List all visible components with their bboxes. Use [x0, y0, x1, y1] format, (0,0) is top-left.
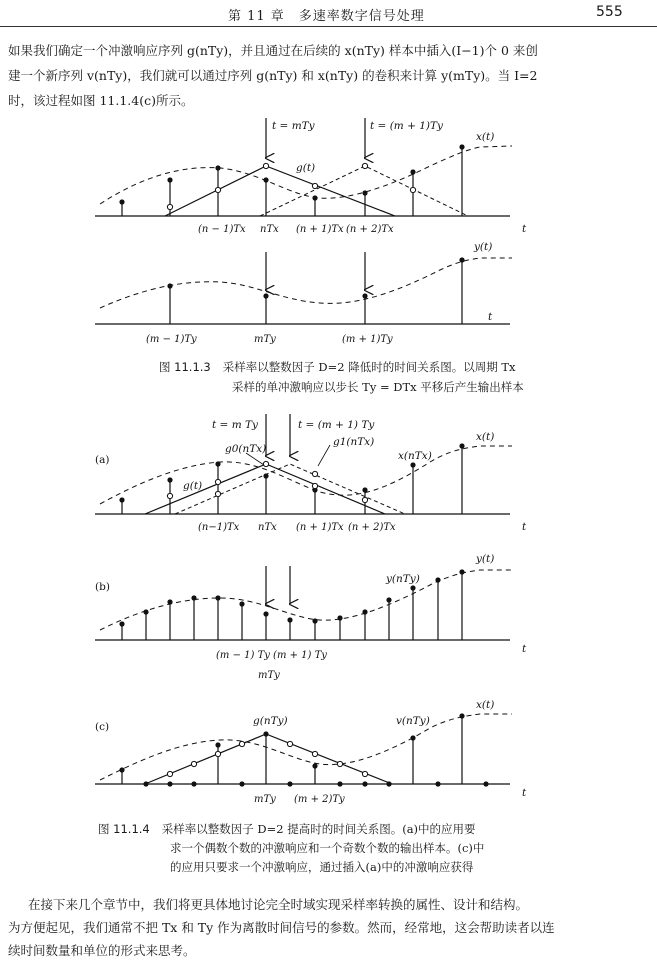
- fig4a-xn: x(nTx): [398, 450, 432, 462]
- fig4c-panel: (c): [95, 721, 110, 733]
- fig3-arrow2-label: t = (m + 1)Ty: [370, 120, 443, 132]
- fig4b-dot: [143, 609, 148, 614]
- fig3-stems: [122, 147, 462, 216]
- fig3-caption-text-1: 采样率以整数因子 D=2 降低时的时间关系图。以周期 Tx: [222, 360, 516, 374]
- outro-line-2: 为方便起见，我们通常不把 Tx 和 Ty 作为离散时间信号的参数。然而，经常地，这会帮助读者以连: [8, 920, 555, 935]
- fig3-tick-1: (n − 1)Tx: [198, 224, 246, 235]
- fig4b-dot: [312, 618, 317, 623]
- fig3-caption-1: [159, 358, 516, 377]
- fig4a-arrow1: t = m Ty: [212, 419, 258, 431]
- fig4-caption-3: 的应用只要求一个冲激响应，通过插入(a)中的冲激响应获得: [170, 860, 474, 874]
- fig4a-tick-1: (n−1)Tx: [198, 522, 240, 533]
- fig3-top-plot: [95, 118, 527, 235]
- fig4b-dot: [337, 615, 342, 620]
- fig3-t2-label: t: [488, 311, 493, 323]
- fig4c-plot: [95, 699, 527, 805]
- fig4b-dot: [410, 585, 415, 590]
- fig3-y-curve: [100, 258, 512, 308]
- fig4c-g: g(nTy): [253, 715, 288, 727]
- fig4-caption-text-1: 采样率以整数因子 D=2 提高时的时间关系图。(a)中的应用要: [161, 822, 476, 836]
- fig3-g-label: g(t): [296, 162, 316, 174]
- fig3-bottom-plot: [95, 241, 512, 345]
- fig4b-dot: [167, 599, 172, 604]
- fig3-open-dots: [167, 163, 415, 209]
- fig4b-dot: [215, 595, 220, 600]
- fig4c-t: t: [522, 787, 527, 799]
- fig3b-tick-1: (m − 1)Ty: [146, 334, 197, 345]
- fig4b-dot: [435, 577, 440, 582]
- fig4a-tick-2: nTx: [258, 522, 277, 533]
- fig4c-x: x(t): [476, 699, 495, 711]
- fig4b-dot: [119, 621, 124, 626]
- fig4-caption-number: 图 11.1.4: [98, 822, 150, 836]
- fig4-caption-1: [98, 820, 476, 839]
- fig4c-v: v(nTy): [396, 715, 430, 727]
- fig3-x-label: x(t): [476, 131, 495, 143]
- intro-line-3: 时，该过程如图 11.1.4(c)所示。: [8, 93, 194, 108]
- fig4a-tick-3: (n + 1)Tx: [296, 522, 344, 533]
- fig4a-g1: g1(nTx): [333, 436, 375, 448]
- outro-line-3: 续时间数量和单位的形式来思考。: [8, 943, 196, 958]
- fig3-arrow1-label: t = mTy: [272, 120, 315, 132]
- fig4a-tick-4: (n + 2)Tx: [348, 522, 396, 533]
- intro-line-1: 如果我们确定一个冲激响应序列 g(nTy)，并且通过在后续的 x(nTy) 样本中插入(I−1)个 0 来创: [8, 43, 538, 58]
- fig4b-dot: [362, 609, 367, 614]
- fig4a-g0: g0(nTx): [225, 443, 267, 455]
- page-number: 555: [596, 4, 623, 20]
- fig4-caption-2: 求一个偶数个数的冲激响应和一个奇数个数的输出样本。(c)中: [170, 841, 485, 855]
- fig4c-tick-1: mTy: [254, 794, 276, 805]
- fig3-x-curve: [100, 146, 512, 204]
- fig3b-tick-3: (m + 1)Ty: [342, 334, 393, 345]
- fig4a-panel: (a): [95, 454, 110, 466]
- fig4b-t: t: [522, 643, 527, 655]
- fig4b-dot: [459, 569, 464, 574]
- fig4b-dot: [239, 601, 244, 606]
- fig4a-g: g(t): [183, 480, 203, 492]
- fig4a-arrow2: t = (m + 1) Ty: [298, 419, 375, 431]
- fig4b-ticks: (m − 1) Ty (m + 1) Ty: [216, 650, 327, 661]
- fig4b-yt: y(t): [476, 553, 495, 565]
- intro-line-2: 建一个新序列 v(nTy)，我们就可以通过序列 g(nTy) 和 x(nTy) 的卷积来计算 y(mTy)。当 I=2: [8, 68, 538, 83]
- fig3-tick-2: nTx: [260, 224, 279, 235]
- fig3-g-curve: [165, 166, 395, 216]
- fig3-t-label: t: [522, 223, 527, 235]
- fig4b-dot: [287, 617, 292, 622]
- fig4c-tick-2: (m + 2)Ty: [294, 794, 345, 805]
- fig3-y-label: y(t): [474, 241, 493, 253]
- fig4a-plot: [95, 414, 527, 533]
- fig4b-plot: [95, 553, 527, 681]
- fig4b-panel: (b): [95, 581, 110, 593]
- fig4b-dot: [191, 595, 196, 600]
- fig3-tick-4: (n + 2)Tx: [346, 224, 394, 235]
- fig3b-tick-2: mTy: [254, 334, 276, 345]
- fig3-caption-number: 图 11.1.3: [159, 360, 211, 374]
- fig4b-dot: [386, 597, 391, 602]
- fig3-caption-2: 采样的单冲激响应以步长 Ty = DTx 平移后产生输出样本: [232, 380, 524, 394]
- outro-line-1: 在接下来几个章节中，我们将更具体地讨论完全时域实现采样率转换的属性、设计和结构。: [28, 897, 529, 912]
- fig4a-x: x(t): [476, 431, 495, 443]
- fig4b-yn: y(nTy): [386, 573, 420, 585]
- fig4a-t: t: [522, 521, 527, 533]
- fig4b-dot: [263, 611, 268, 616]
- fig3-tick-3: (n + 1)Tx: [296, 224, 344, 235]
- chapter-title: 第 11 章 多速率数字信号处理: [228, 9, 425, 24]
- fig4b-tick-m: mTy: [258, 670, 280, 681]
